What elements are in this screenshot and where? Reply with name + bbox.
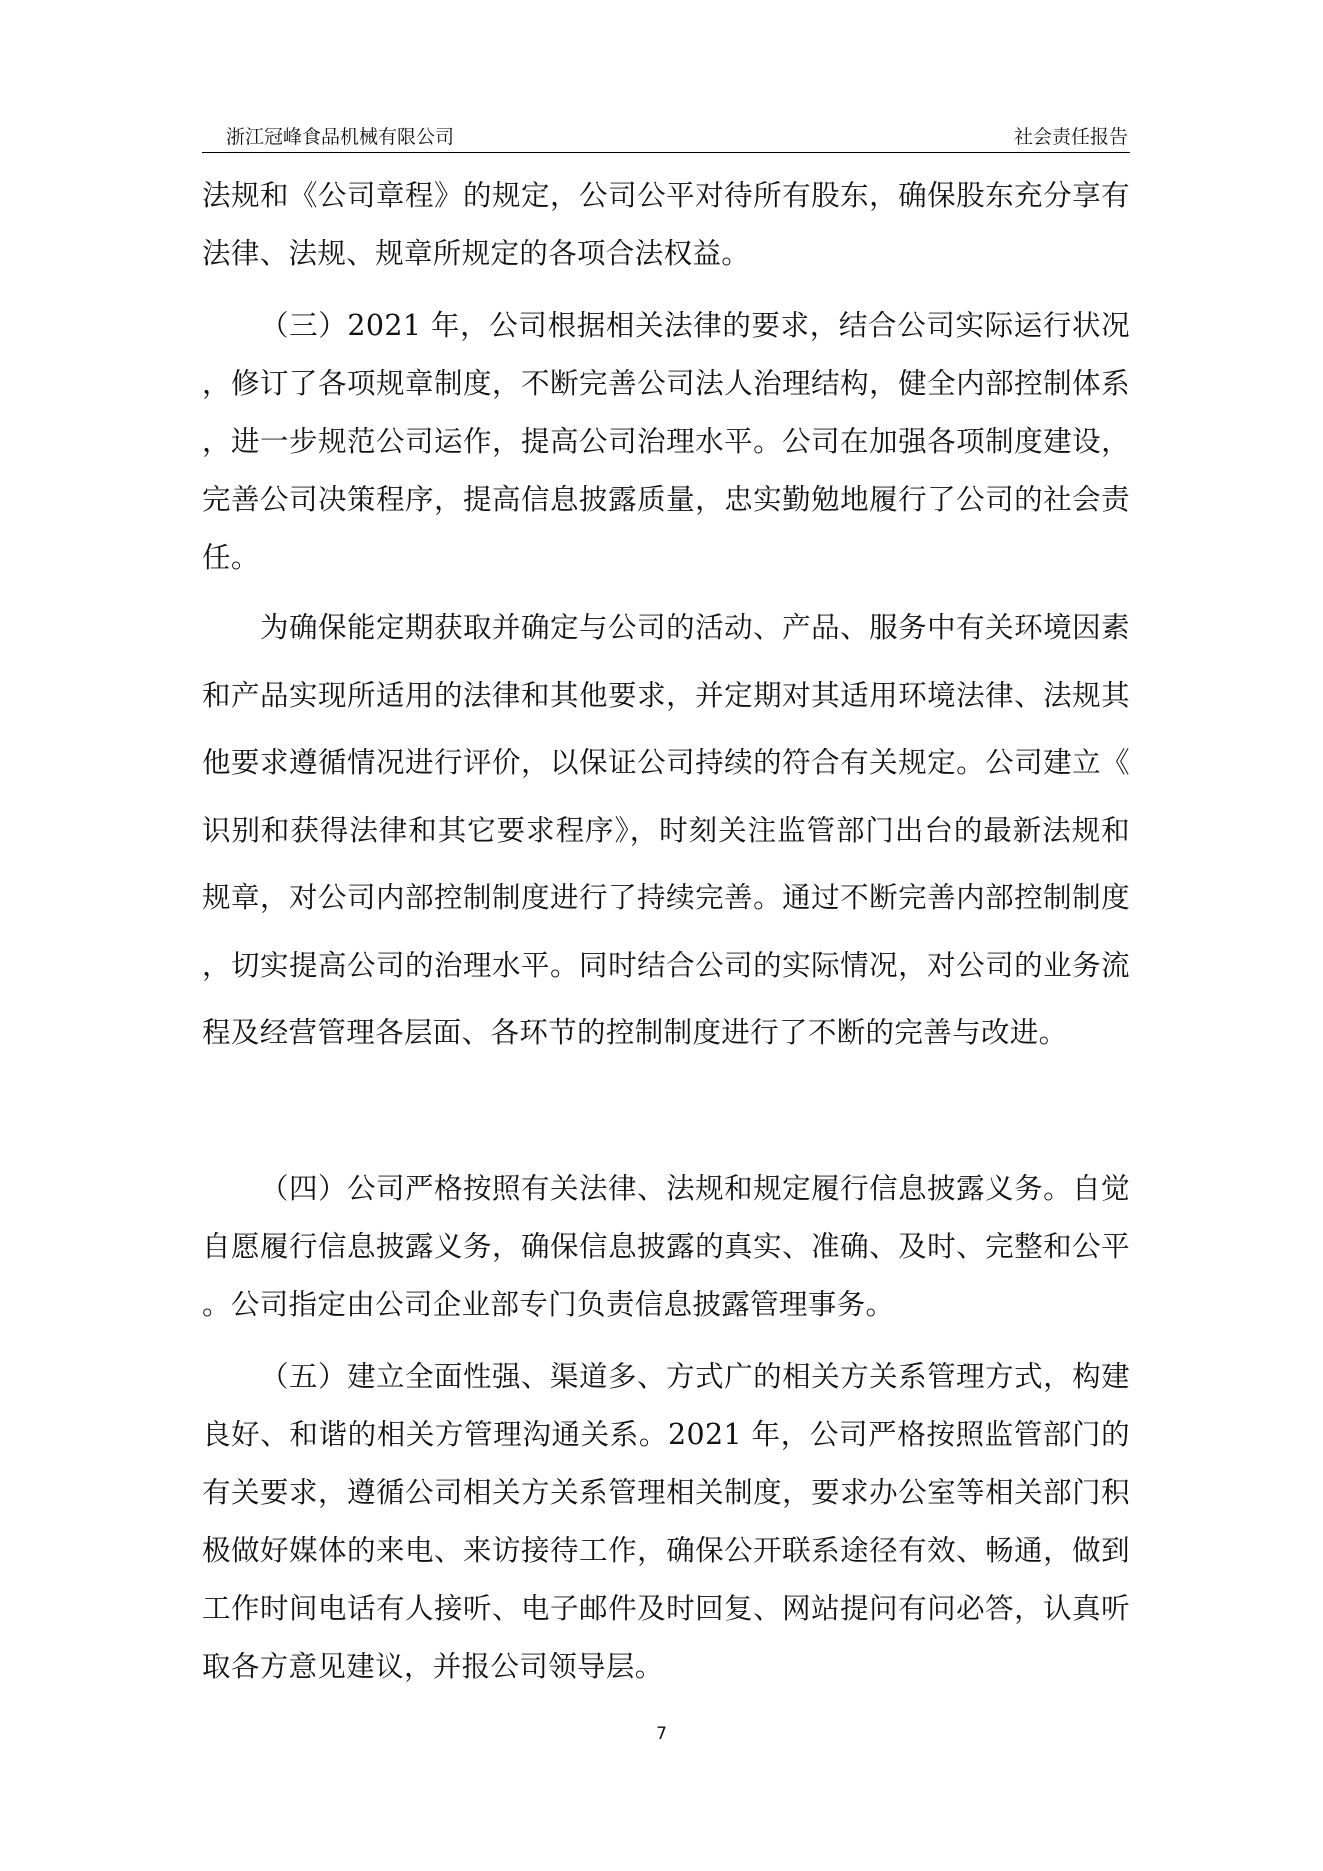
paragraph-stakeholder-relations: （五）建立全面性强、渠道多、方式广的相关方关系管理方式，构建良好、和谐的相关方管理沟通关系。2021 年，公司严格按照监管部门的有关要求，遵循公司相关方关系管理相关制度，要求办公室等相关部门积极做好媒体的来电、来访接待工作，确保公开联系途径有效、畅通，做到工作时间电话有人接听、电子邮件及时回复、网站提问有问必答，认真听取各方意见建议，并报公司领导层。 [202, 1360, 1130, 1683]
page-number: 7 [656, 1724, 667, 1744]
paragraph-information-disclosure: （四）公司严格按照有关法律、法规和规定履行信息披露义务。自觉自愿履行信息披露义务，确保信息披露的真实、准确、及时、完整和公平。公司指定由公司企业部专门负责信息披露管理事务。 [202, 1172, 1130, 1321]
header-company-name: 浙江冠峰食品机械有限公司 [226, 126, 455, 148]
header-report-title: 社会责任报告 [1013, 126, 1128, 148]
paragraph-governance-2021: （三）2021 年，公司根据相关法律的要求，结合公司实际运行状况，修订了各项规章制度，不断完善公司法人治理结构，健全内部控制体系，进一步规范公司运作，提高公司治理水平。公司在加强各项制度建设，完善公司决策程序，提高信息披露质量，忠实勤勉地履行了公司的社会责任。 [202, 309, 1130, 574]
paragraph-legal-compliance: 为确保能定期获取并确定与公司的活动、产品、服务中有关环境因素和产品实现所适用的法律和其他要求，并定期对其适用环境法律、法规其他要求遵循情况进行评价，以保证公司持续的符合有关规定。公司建立《识别和获得法律和其它要求程序》，时刻关注监管部门出台的最新法规和规章，对公司内部控制制度进行了持续完善。通过不断完善内部控制制度，切实提高公司的治理水平。同时结合公司的实际情况，对公司的业务流程及经营管理各层面、各环节的控制制度进行了不断的完善与改进。 [202, 611, 1130, 1049]
paragraph-shareholder-rights: 法规和《公司章程》的规定，公司公平对待所有股东，确保股东充分享有法律、法规、规章所规定的各项合法权益。 [202, 179, 1130, 270]
page-header [202, 122, 1130, 153]
